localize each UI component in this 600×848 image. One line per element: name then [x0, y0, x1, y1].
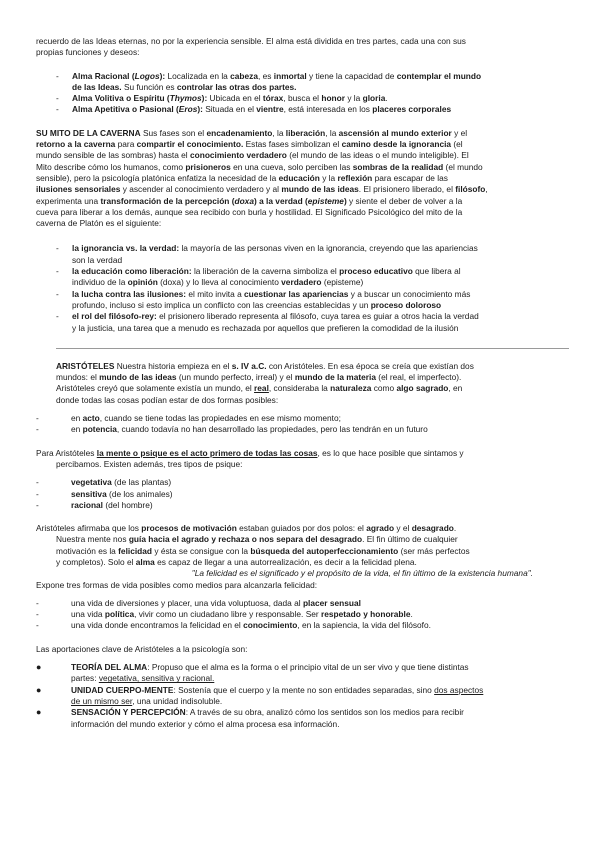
list-item: - una vida donde encontramos la felicidad en el conocimiento, en la sapiencia, la vida del filósofo.: [36, 620, 431, 631]
aristoteles-paragraph: ARISTÓTELES Nuestra historia empieza en el s. IV a.C. con Aristóteles. En esa época se creía que existían dos mundos: el mundo de las ideas (un mundo perfecto, irreal) y el mundo de la materia (el real, el imperfecto). Aristóteles creyó que solamente existía un mundo, el real, consideraba la naturaleza como algo sagrado, en donde todas las cosas podían estar de dos formas posibles:: [56, 360, 474, 405]
list-item: ● SENSACIÓN Y PERCEPCIÓN: A través de su obra, analizó cómo los sentidos son los medios para recibir información del mundo exterior y cómo el alma procesa esa información.: [36, 707, 464, 729]
significado-list: [36, 243, 569, 333]
list-item: ● UNIDAD CUERPO-MENTE: Sostenía que el cuerpo y la mente no son entidades separadas, sino dos aspectos de un mismo ser, una unidad indisoluble.: [36, 684, 484, 706]
vidas-intro: Expone tres formas de vida posibles como medios para alcanzarla felicidad:: [36, 579, 318, 590]
list-item: ● TEORÍA DEL ALMA: Propuso que el alma es la forma o el principio vital de un ser vivo y que tiene distintas partes: vegetativa, sensitiva y racional.: [36, 662, 469, 684]
list-item: - racional (del hombre): [36, 499, 153, 510]
dash-bullet-icon: -: [36, 620, 39, 631]
psique-types-list: [36, 477, 569, 511]
list-item: - el rol del filósofo-rey: el prisionero liberado representa al filósofo, cuya tarea es guiar a otros hacia la verdad y la justicia, una tarea que a menudo es rechazada por aquellos que prefieren la comodidad de la ilusión: [56, 311, 479, 333]
list-item: - Alma Volitiva o Espíritu (Thymos): Ubicada en el tórax, busca el honor y la gloria.: [56, 93, 388, 104]
list-item: - sensitiva (de los animales): [36, 488, 173, 499]
list-item: - la educación como liberación: la liberación de la caverna simboliza el proceso educativo que libera al individuo de la opinión (doxa) y lo lleva al conocimiento verdadero (episteme): [56, 266, 461, 288]
aportes-intro: Las aportaciones clave de Aristóteles a la psicología son:: [36, 643, 248, 654]
dash-bullet-icon: -: [56, 93, 59, 104]
list-item: - en potencia, cuando todavía no han desarrollado las propiedades, pero las tendrán en un futuro: [36, 424, 428, 435]
list-item: - una vida política, vivir como un ciudadano libre y responsable. Ser respetado y honorable.: [36, 609, 413, 620]
dash-bullet-icon: -: [36, 499, 39, 510]
alma-parts-list: [36, 71, 569, 116]
dash-bullet-icon: -: [36, 413, 39, 424]
dash-bullet-icon: -: [56, 311, 59, 322]
dash-bullet-icon: -: [36, 477, 39, 488]
caverna-paragraph: SU MITO DE LA CAVERNA Sus fases son el encadenamiento, la liberación, la ascensión al mundo exterior y el retorno a la caverna para compartir el conocimiento. Estas fases simbolizan el camino desde la ignorancia (el mundo sensible de las sombras) hasta el conocimiento verdadero (el mundo de las ideas o el mundo inteligible). El Mito describe cómo los humanos, como prisioneros en una cueva, solo perciben las sombras de la realidad (el mundo sensible), pero la psicología platónica enfatiza la necesidad de la educación y la reflexión para escapar de las ilusiones sensoriales y ascender al conocimiento verdadero y al mundo de las ideas. El prisionero liberado, el filósofo, experimenta una transformación de la percepción (doxa) a la verdad (episteme) y siente el deber de volver a la cueva para liberar a los demás, aunque sea recibido con burla y hostilidad. El Significado Psicológico del mito de la caverna de Platón es el siguiente:: [36, 127, 488, 229]
list-item: - Alma Apetitiva o Pasional (Eros): Situada en el vientre, está interesada en los placeres corporales: [56, 104, 452, 115]
dash-bullet-icon: -: [36, 488, 39, 499]
document-body: [36, 36, 569, 730]
list-item: - una vida de diversiones y placer, una vida voluptuosa, dada al placer sensual: [36, 597, 361, 608]
vidas-list: [36, 598, 569, 632]
round-bullet-icon: ●: [36, 662, 42, 673]
intro-paragraph: recuerdo de las Ideas eternas, no por la experiencia sensible. El alma está dividida en tres partes, cada una con sus propias funciones y deseos:: [36, 36, 466, 58]
dash-bullet-icon: -: [56, 243, 59, 254]
section-divider: [56, 348, 569, 349]
dash-bullet-icon: -: [36, 597, 39, 608]
list-item: - la lucha contra las ilusiones: el mito invita a cuestionar las apariencias y a buscar un conocimiento más profundo, incluso si esto implica un conflicto con las creencias establecidas y un proceso doloroso: [56, 288, 471, 310]
dash-bullet-icon: -: [56, 288, 59, 299]
formas-list: [36, 413, 569, 436]
psique-paragraph: Para Aristóteles la mente o psique es el acto primero de todas las cosas, es lo que hace posible que sintamos y percibamos. Existen además, tres tipos de psique:: [36, 447, 464, 469]
round-bullet-icon: ●: [36, 707, 42, 718]
list-item: - en acto, cuando se tiene todas las propiedades en ese mismo momento;: [36, 413, 341, 424]
list-item: - la ignorancia vs. la verdad: la mayoría de las personas viven en la ignorancia, creyendo que las apariencias son la verdad: [56, 243, 478, 265]
motivacion-paragraph: Aristóteles afirmaba que los procesos de motivación estaban guiados por dos polos: el agrado y el desagrado. Nuestra mente nos guía hacia el agrado y rechaza o nos separa del desagrado. El fin último de cualquier motivación es la felicidad y ésta se consigue con la búsqueda del autoperfeccionamiento (ser más perfectos y completos). Solo el alma es capaz de llegar a una autorrealización, es decir a la felicidad plena.: [36, 523, 470, 567]
dash-bullet-icon: -: [36, 424, 39, 435]
list-item: - vegetativa (de las plantas): [36, 477, 172, 488]
dash-bullet-icon: -: [56, 104, 59, 115]
aportes-list: [36, 662, 569, 730]
dash-bullet-icon: -: [56, 266, 59, 277]
round-bullet-icon: ●: [36, 684, 42, 695]
felicidad-quote: "La felicidad es el significado y el propósito de la vida, el fin último de la existencia humana".: [191, 568, 533, 579]
list-item: - Alma Racional (Logos): Localizada en la cabeza, es inmortal y tiene la capacidad de contemplar el mundo de las Ideas. Su función es controlar las otras dos partes.: [56, 70, 482, 92]
dash-bullet-icon: -: [36, 609, 39, 620]
dash-bullet-icon: -: [56, 70, 59, 81]
